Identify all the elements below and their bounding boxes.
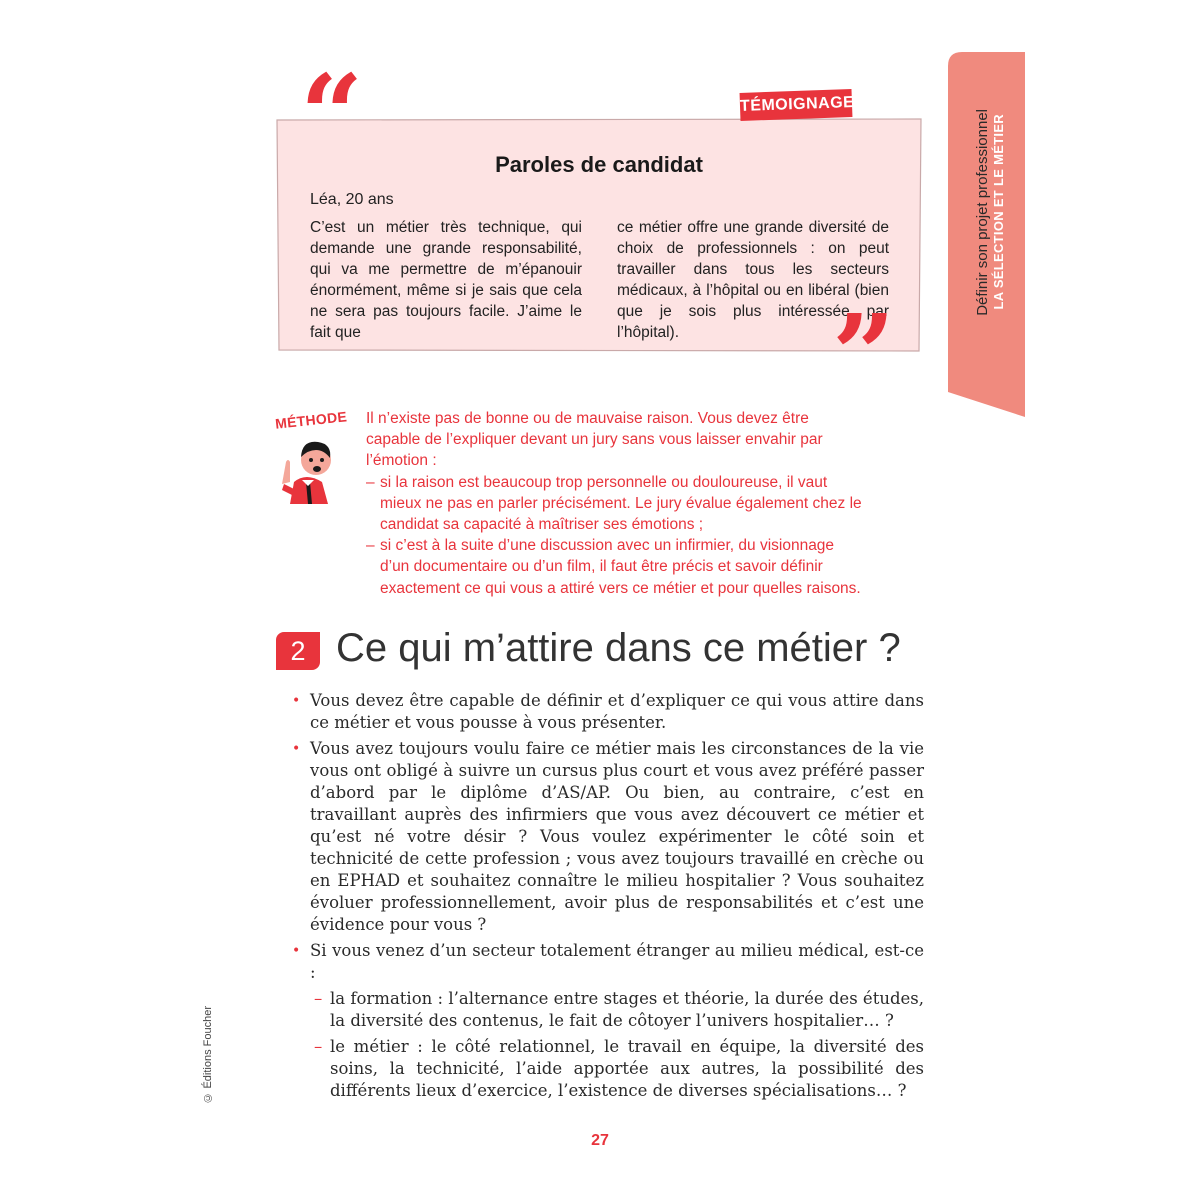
side-section-label: Définir son projet professionnel: [973, 108, 991, 316]
dash-icon: –: [366, 473, 375, 491]
bullet-icon: •: [292, 741, 301, 757]
testimony-badge: TÉMOIGNAGE: [740, 89, 853, 121]
section-number: 2: [276, 632, 320, 670]
testimony-author: Léa, 20 ans: [310, 191, 394, 208]
dash-icon: –: [314, 1037, 323, 1056]
body-list: [292, 690, 924, 1106]
list-item-text: Vous devez être capable de définir et d’expliquer ce qui vous attire dans ce métier et vous pousse à vous présenter.: [310, 691, 924, 732]
quote-open-icon: “: [300, 50, 364, 179]
sub-list-item-text: la formation : l’alternance entre stages et théorie, la durée des études, la diversité des contenus, le fait de côtoyer l’univers hospitalier… ?: [330, 989, 924, 1030]
side-chapter-label: LA SÉLECTION ET LE MÉTIER: [990, 114, 1006, 310]
bullet-icon: •: [292, 943, 301, 959]
method-item: [366, 472, 866, 536]
method-intro: Il n’existe pas de bonne ou de mauvaise raison. Vous devez être capable de l’expliquer devant un jury sans vous laisser envahir par l’émotion :: [366, 410, 823, 470]
list-item: [292, 940, 924, 984]
list-item-text: Vous avez toujours voulu faire ce métier mais les circonstances de la vie vous ont obligé à suivre un cursus plus court et vous avez préféré passer d’abord par le diplôme d’AS/AP. Ou bien, au contraire, c’est en travaillant auprès des infirmiers que vous avez découvert ce métier et qu’est né votre désir ? Vous voulez expérimenter le côté soin et technicité de cette profession ; vous avez toujours travaillé en crèche ou en EPHAD et souhaitez connaître le milieu hospitalier ? Vous souhaitez évoluer professionnellement, avoir plus de responsabilités et c’est une évidence pour vous ?: [310, 739, 924, 934]
method-item-text: si la raison est beaucoup trop personnelle ou douloureuse, il vaut mieux ne pas en parler précisément. Le jury évalue également chez le candidat sa capacité à maîtriser ses émotions ;: [380, 473, 862, 534]
method-item-text: si c’est à la suite d’une discussion avec un infirmier, du visionnage d’un documentaire ou d’un film, il faut être précis et savoir définir exactement ce qui vous a attiré vers ce métier et pour quelles raisons.: [380, 537, 861, 597]
side-tab-text: [950, 52, 1025, 372]
dash-icon: –: [314, 989, 323, 1008]
list-item: [292, 690, 924, 734]
testimony-title: Paroles de candidat: [495, 152, 703, 177]
page-number: 27: [591, 1132, 609, 1149]
bullet-icon: •: [292, 693, 301, 709]
list-item: [292, 738, 924, 936]
method-item: [366, 535, 866, 599]
method-text: [366, 408, 866, 599]
sub-list-item: [314, 988, 924, 1032]
teacher-figure-icon: [272, 432, 342, 504]
sub-list-item: [314, 1036, 924, 1102]
sub-list-item-text: le métier : le côté relationnel, le travail en équipe, la diversité des soins, la technicité, l’aide apportée aux autres, la possibilité des différents lieux d’exercice, l’existence de diverses spécialisations… ?: [330, 1037, 924, 1100]
dash-icon: –: [366, 537, 375, 555]
testimony-text-right: ce métier offre une grande diversité de choix de professionnels : on peut travailler dans tous les secteurs médicaux, à l’hôpital ou en libéral (bien que je sois plus intéressée par l’hôpital).: [617, 219, 889, 341]
copyright-text: © Éditions Foucher: [202, 1006, 214, 1104]
testimony-text-left: C’est un métier très technique, qui demande une grande responsabilité, qui va me permettre de m’épanouir énormément, même si je sais que cela ne sera pas toujours facile. J’aime le fait que: [310, 219, 582, 341]
list-item-text: Si vous venez d’un secteur totalement étranger au milieu médical, est-ce :: [310, 941, 924, 982]
section-title: Ce qui m’attire dans ce métier ?: [336, 626, 901, 670]
quote-close-icon: ”: [832, 290, 896, 419]
copyright-notice: [202, 1006, 214, 1104]
method-label: MÉTHODE: [274, 408, 348, 432]
